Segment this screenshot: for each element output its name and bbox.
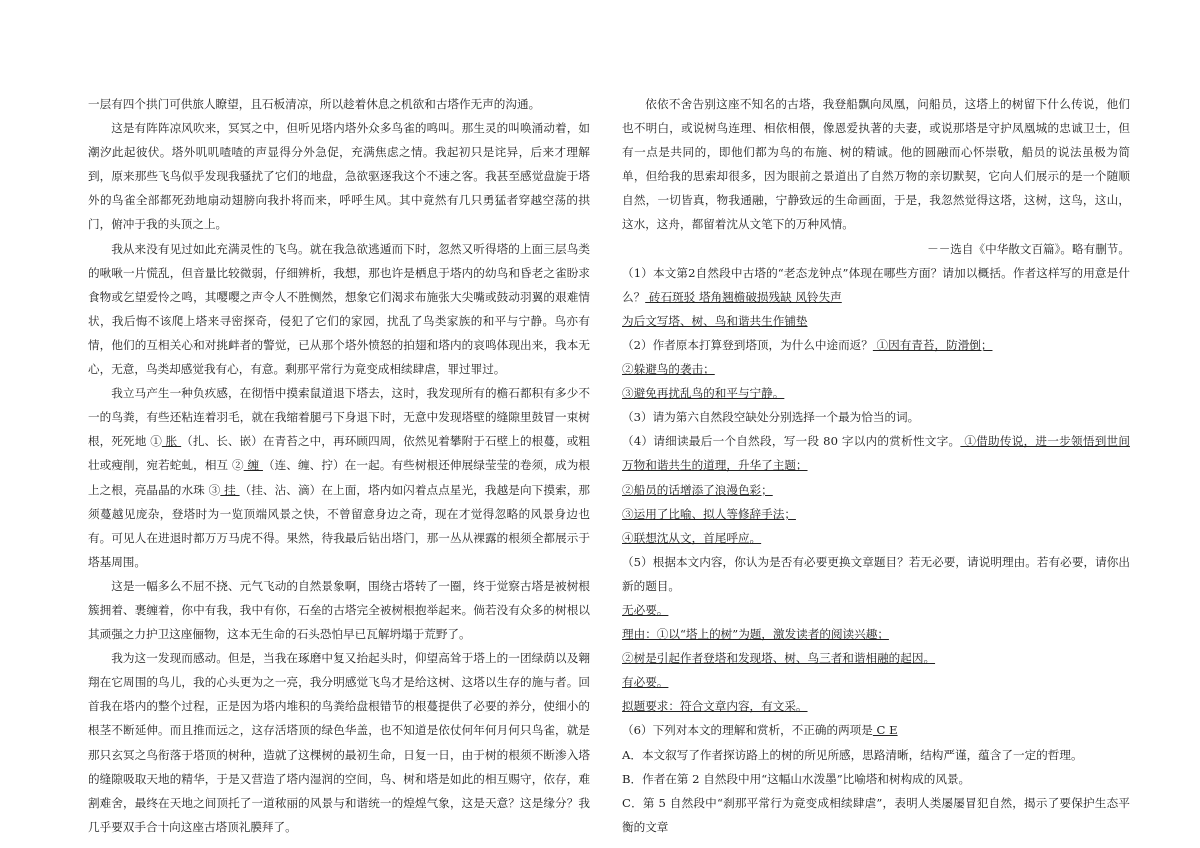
question-text: （4）请细读最后一个自然段，写一段 80 字以内的赏析性文字。 [622,434,961,449]
answer-line [622,646,1130,670]
paragraph: 我从来没有见过如此充满灵性的飞鸟。就在我急欲逃遁而下时，忽然又听得塔的上面三层鸟类的啾啾一片慌乱，但音量比较微弱，仔细辨析，我想，那也许是栖息于塔内的幼鸟和昏老之雀盼求食物或乞望爱怜之鸣，其嘤嘤之声令人不胜恻然，想象它们渴求布施张大尖嘴或鼓动羽翼的艰难情状，我后悔不该爬上塔来寻密探奇，侵犯了它们的家园，扰乱了鸟类家族的和平与宁静。鸟亦有情，他们的互相关心和对挑衅者的警觉，已从那个塔外愤怒的拍翅和塔内的哀鸣体现出来，我本无心，无意，鸟类却感觉我有心，有意。剩那平常行为竟变成相续肆虐，罪过罪过。 [88,241,590,377]
text-segment: （扎、长、嵌）在青苔之中，再环顾四周，依然见着攀附于石壁上的根蔓，或粗壮或瘦削，宛若蛇虬，相互 ② [88,434,591,473]
answer: ④联想沈从文，首尾呼应。 [622,530,762,545]
answer: 砖石斑驳 塔角翘檐破损残缺 风铃失声 [645,289,842,304]
option-c: C．第 5 自然段中“刹那平常行为竟变成相续肆虐”，表明人类屡屡冒犯自然，揭示了要保护生态平衡的文章 [622,795,1130,834]
answer: ①借助传说，进一步领悟到世间万物和谐共生的道理，升华了主题； [622,434,1130,473]
question-5: （5）根据本文内容，你认为是否有必要更换文章题目？若无必要，请说明理由。若有必要，请你出新的题目。 [622,554,1130,593]
question-text: （1）本文第2自然段中古塔的“老态龙钟点”体现在哪些方面？请加以概括。作者这样写的用意是什么？ [622,265,1130,304]
blank-answer-2: 缠 [243,458,263,473]
answer: 理由：①以“塔上的树”为题，激发读者的阅读兴趣； [622,627,889,642]
answer-line [622,598,1130,622]
text-segment: （挂、沾、滴）在上面，塔内如闪着点点星光，我越是向下摸索，那须蔓越见庞杂，登塔时为一览顶端风景之快，不曾留意身边之奇，现在才觉得忽略的风景身边也有。可见人在进退时都万万马虎不得。果然，待我最后钻出塔门，那一丛从裸露的根须全都展示于塔基周围。 [88,482,591,569]
answer-line [622,526,1130,550]
answer-line [622,670,1130,694]
question-text: （6）下列对本文的理解和赏析，不正确的两项是 [622,723,873,738]
right-column [622,92,1130,839]
paragraph: 这是有阵阵凉风吹来，冥冥之中，但听见塔内塔外众多鸟雀的鸣叫。那生灵的叫唤涌动着，如潮汐此起彼伏。塔外叽叽喳喳的声显得分外急促，充满焦虑之情。我起初只是诧异，后来才理解到，原来那些飞鸟似乎发现我骚扰了它们的地盘，急欲驱逐我这个不速之客。我甚至感觉盘旋于塔外的鸟雀全部都死劲地扇动翅膀向我扑将而来，呼呼生风。其中竟然有几只勇猛者穿越空荡的拱门，俯冲于我的头顶之上。 [88,121,590,232]
answer: 为后文写塔、树、鸟和谐共生作铺垫 [622,313,808,328]
answer-line [622,309,1130,333]
answer: ②躲避鸟的袭击； [622,362,715,377]
blank-answer-1: 胀 [161,434,182,449]
text-segment: （连、缠、拧）在一起。有些树根还伸展绿莹莹的卷须，成为根上之根，亮晶晶的水珠 ③ [88,458,591,497]
question-6 [622,718,1130,742]
answer: ②树是引起作者登塔和发现塔、树、鸟三者和谐相融的起因。 [622,651,936,666]
source-note: －－选自《中华散文百篇》。略有删节。 [927,241,1130,256]
text-segment: 我立马产生一种负疚感，在彻悟中摸索鼠道退下塔去，这时，我发现所有的檐石都积有多少不一的鸟粪，有些还粘连着羽毛，就在我缩着腿弓下身退下时，无意中发现塔壁的缝隙里鼓冒一束树根，死死地 ① [88,386,590,449]
question-3: （3）请为第六自然段空缺处分别选择一个最为恰当的词。 [622,410,920,425]
answer-line [622,622,1130,646]
answer-line [622,694,1130,718]
answer-line [622,478,1130,502]
answer-line [622,502,1130,526]
paragraph: 一层有四个拱门可供旅人瞭望，且石板清凉，所以趁着休息之机欲和古塔作无声的沟通。 [88,97,541,111]
answer: ②船员的话增添了浪漫色彩； [622,482,773,497]
answer: 拟题要求：符合文章内容，有文采。 [622,699,808,714]
left-column [88,92,590,839]
question-2 [622,333,1130,357]
blank-answer-3: 挂 [220,482,240,497]
answer: ①因有青苔，防滑倒； [872,337,993,352]
paragraph: 我为这一发现而感动。但是，当我在琢磨中复又抬起头时，仰望高耸于塔上的一团绿荫以及翱翔在它周围的鸟儿，我的心头更为之一亮，我分明感觉飞鸟才是给这树、这塔以生存的施与者。回首我在塔内的整个过程，正是因为塔内堆积的鸟粪给盘根错节的根蔓提供了必要的养分，使细小的根茎不断延伸。而且推而远之，这存活塔顶的绿色华盖，也不知道是依仗何年何月何只鸟雀，就是那只玄冥之鸟衔落于塔顶的树种，造就了这棵树的最初生命，日复一日，由于树的根须不断渗入塔的缝隙吸取天地的精华，于是又营造了塔内湿润的空间，鸟、树和塔是如此的相互赐守，依存，难割难舍，最终在天地之间顶托了一道秾丽的风景与和谐统一的煌煌气象，这是天意？这是缘分？我几乎要双手合十向这座古塔顶礼膜拜了。 [88,651,590,834]
question-4 [622,429,1130,477]
answer-line [622,381,1130,405]
option-a: A．本文叙写了作者探访路上的树的所见所感，思路清晰，结构严谨，蕴含了一定的哲理。 [622,747,1083,762]
answer: 无必要。 [622,602,669,617]
paragraph-with-blanks [88,381,590,574]
answer: 有必要。 [622,675,669,690]
question-text: （2）作者原本打算登到塔顶，为什么中途而返？ [622,337,873,352]
question-1 [622,261,1130,309]
paragraph: 依依不舍告别这座不知名的古塔，我登船飘向凤凰，问船员，这塔上的树留下什么传说，他们也不明白，或说树鸟连理、相依相偎，像恩爱执著的夫妻，或说那塔是守护凤凰城的忠诚卫士，但有一点是共同的，即他们都为鸟的布施、树的精诚。他的圆融而心怀崇敬，船员的说法虽极为简单，但给我的思索却很多，因为眼前之景道出了自然万物的亲切默契，它向人们展示的是一个随顺自然，一切皆真，物我通融，宁静致远的生命画面，于是，我忽然觉得这塔，这树，这鸟，这山，这水，这舟，都留着沈从文笔下的万种风情。 [622,97,1130,232]
answer: ③运用了比喻、拟人等修辞手法； [622,506,796,521]
answer: C E [872,723,898,738]
answer-line [622,357,1130,381]
answer: ③避免再扰乱鸟的和平与宁静。 [622,386,785,401]
option-b: B．作者在第 2 自然段中用“这幅山水泼墨”比喻塔和树构成的风景。 [622,771,971,786]
paragraph: 这是一幅多么不屈不挠、元气飞动的自然景象啊，围绕古塔转了一圈，终于觉察古塔是被树根簇拥着、裹缠着，你中有我，我中有你，石垒的古塔完全被树根抱举起来。倘若没有众多的树根以其顽强之力护卫这座俪物，这本无生命的石头恐怕早已瓦解坍塌于荒野了。 [88,578,590,642]
